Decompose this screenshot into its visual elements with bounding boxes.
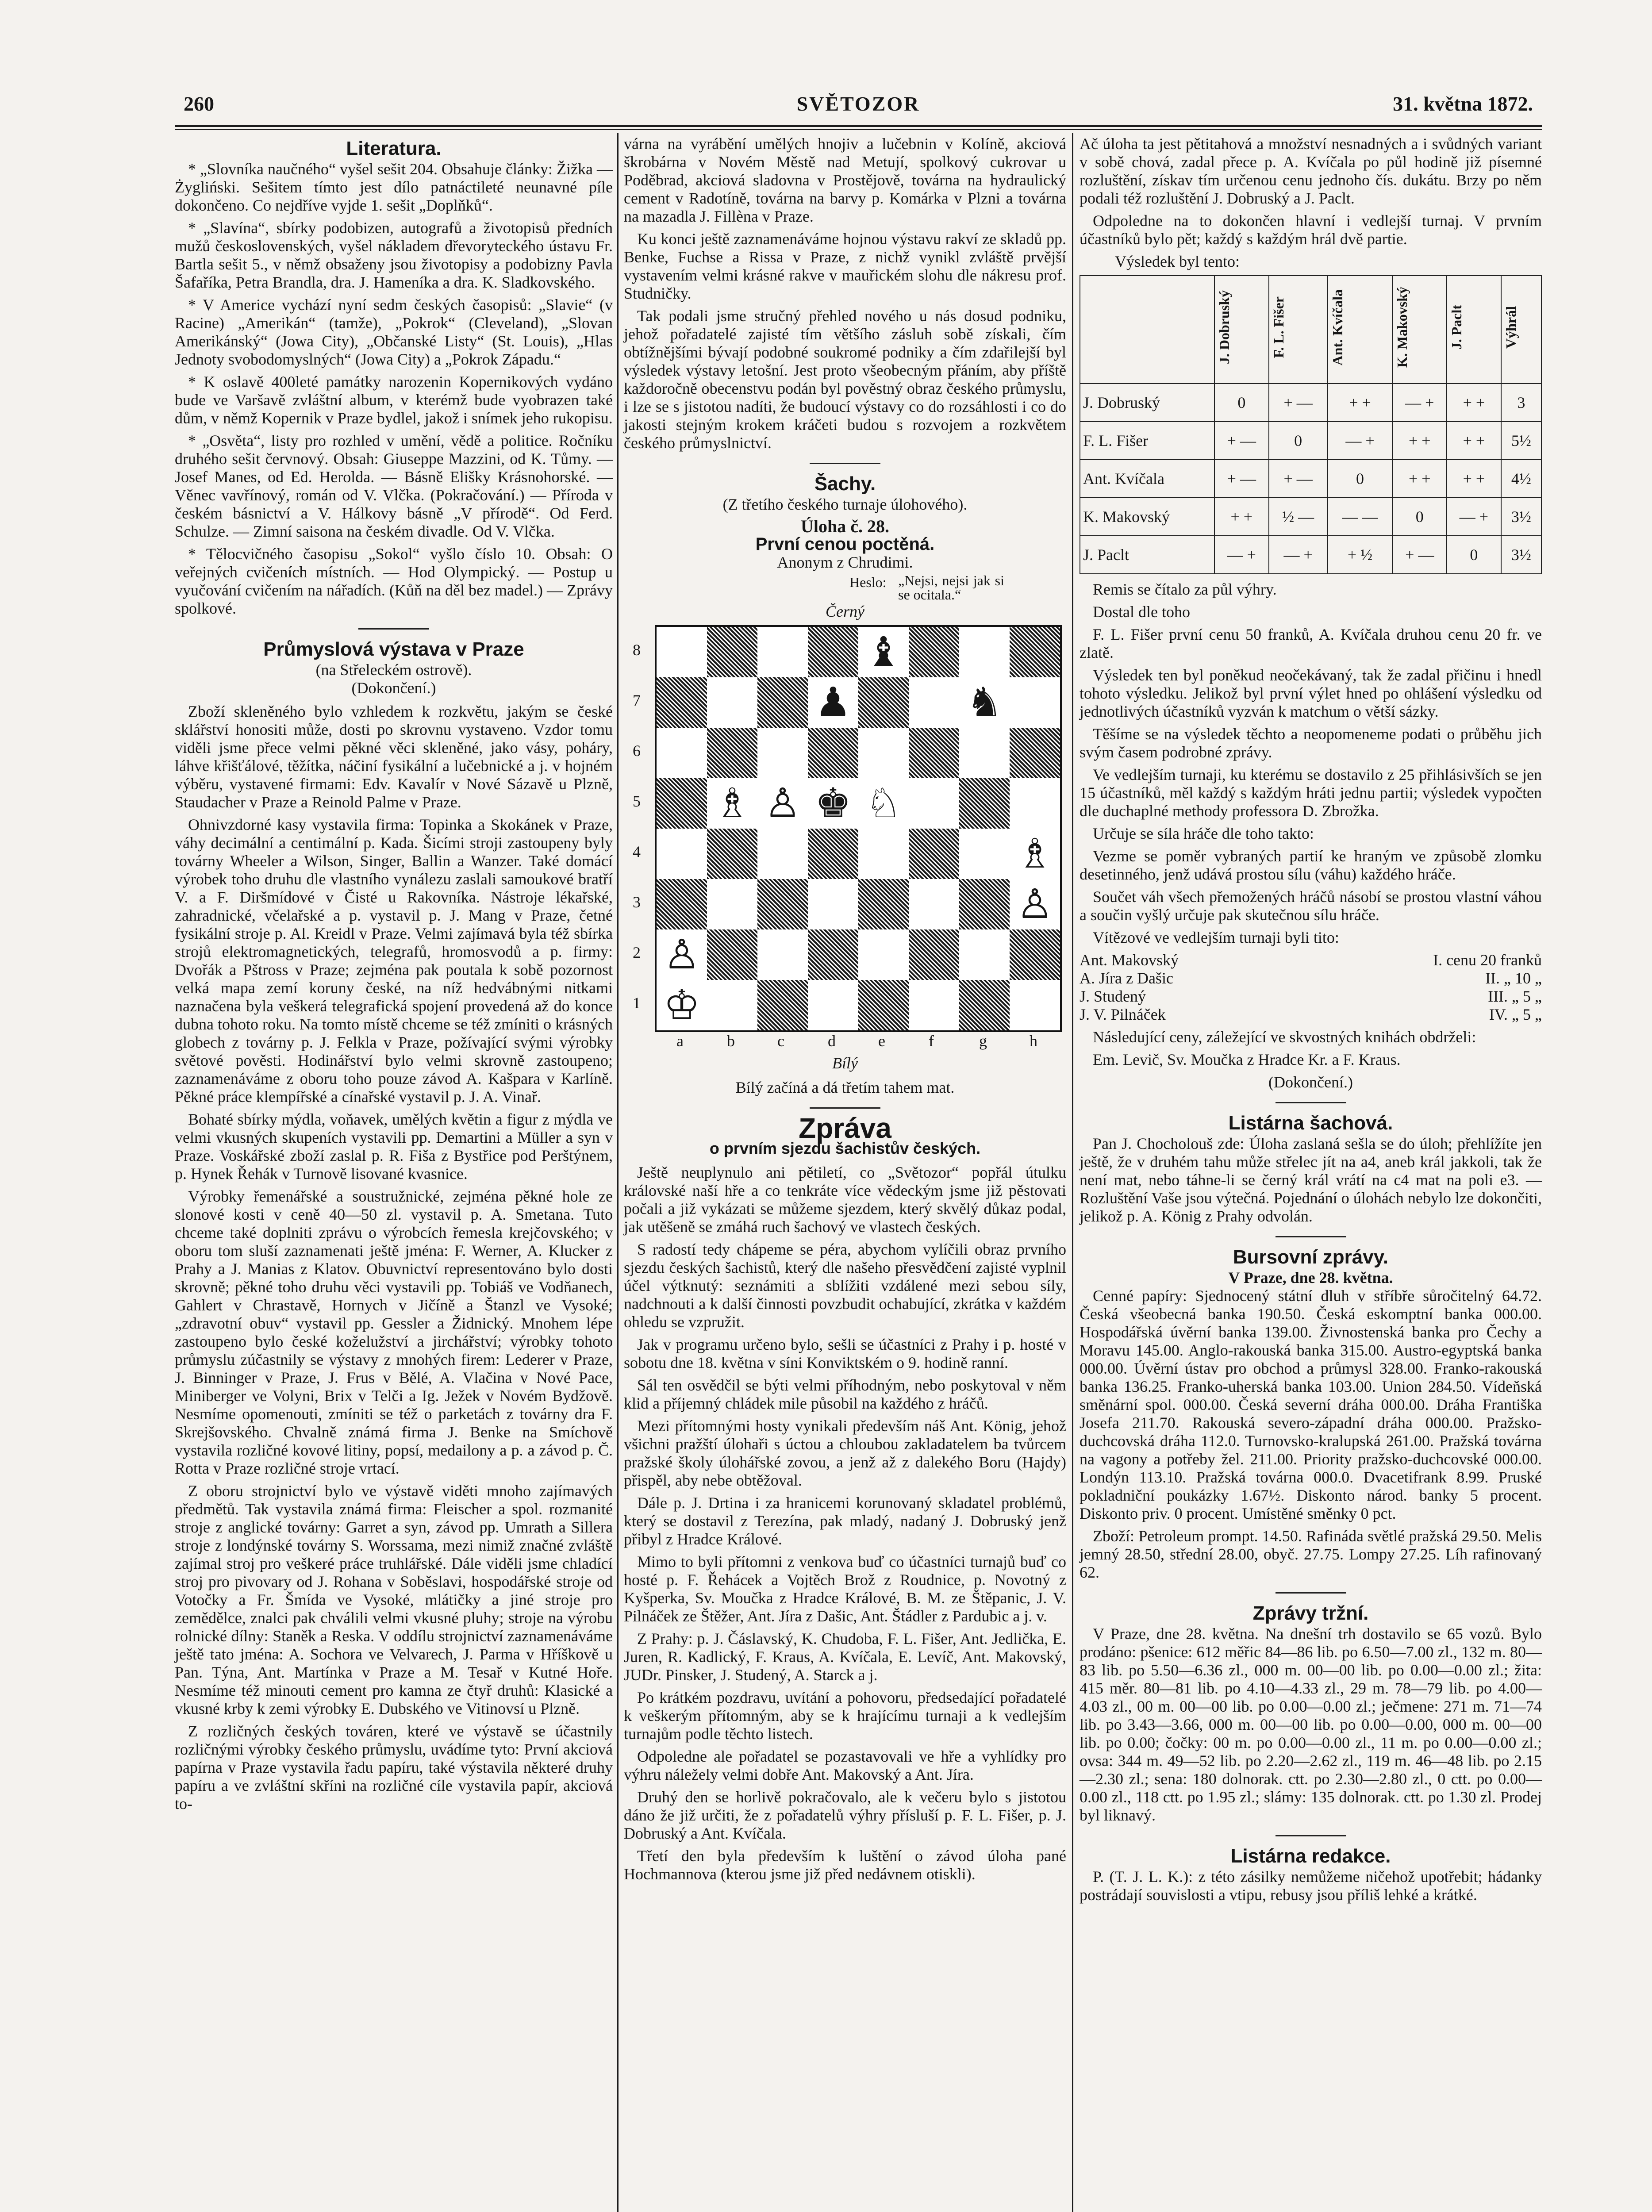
board-square: [959, 980, 1010, 1030]
table-cell: — +: [1447, 498, 1501, 536]
lit-paragraph: * „Slavína“, sbírky podobizen, autografů a životopisů předních mužů československých, vyšel nákladem dřevoryteckého ústavu Fr. Bartla sešit 5., v němž obsaženy jsou životopisy a podobizny Pavla Šafaříka, Petra Brandla, dra. J. Hameníka a dra. K. Sladkovského.: [175, 219, 613, 291]
board-square: [1010, 980, 1060, 1030]
rank-label: 1: [633, 994, 641, 1012]
continued-paragraph: várna na vyrábění umělých hnojiv a lučebnin v Kolíně, akciová škrobárna v Novém Městě nad Metují, spolkový cukrovar u Poděbrad, akciová sladovna v Prostějově, továrna na hydraulický cement v Radotíně, továrna na barvy p. Komárka v Plzni a továrna na mazadla J. Fillèna v Praze.: [624, 135, 1066, 225]
column-divider: [617, 133, 619, 2212]
rank-label: 6: [633, 742, 641, 760]
board-square: [757, 677, 808, 728]
column-divider: [1072, 133, 1073, 2212]
chess-mailbox-text: Pan J. Chocholouš zde: Úloha zaslaná sešla se do úloh; přehlížíte jen ještě, že v druhém tahu může střelec jít na a4, aneb král jakkoli, tak že není mat, nebo táhne-li se černý král vrátí na c4 mat na poli e3. — Rozluštění Vaše jsou výtečná. Pojednání o úlohách nebylo lze dokončiti, jelikož p. A. König z Prahy odvolán.: [1080, 1135, 1542, 1225]
board-square: [909, 879, 959, 929]
lit-paragraph: * Tělocvičného časopisu „Sokol“ vyšlo číslo 10. Obsah: O veřejných cvičeních místních. — Hod Olympický. — Postup u vyučování cvičením na nářadích. (Kůň na děl bez madel.) — Zprávy spolkové.: [175, 545, 613, 617]
board-square: [858, 929, 909, 980]
section-divider: [1275, 1102, 1346, 1103]
table-cell: 3: [1501, 384, 1541, 422]
board-square: [1010, 627, 1060, 677]
table-cell: 3½: [1501, 536, 1541, 574]
report-paragraph: Třetí den byla především k luštění o závod úloha pané Hochmannova (kterou jsme již před nedávnem otiskli).: [624, 1847, 1066, 1883]
report-paragraph: Sál ten osvědčil se býti velmi příhodným, nebo poskytoval v něm klid a příjemný chládek mile působil na každého z hráčů.: [624, 1376, 1066, 1412]
table-corner: [1080, 276, 1214, 384]
stock-date: V Praze, dne 28. května.: [1228, 1269, 1393, 1286]
chess-subtitle: (Z třetího českého turnaje úlohového).: [722, 495, 968, 513]
winner-row: J. V. Pilnáček IV. „ 5 „: [1080, 1006, 1542, 1023]
black-bishop-icon: ♝: [858, 627, 909, 677]
table-cell: + +: [1214, 498, 1269, 536]
player-name: K. Makovský: [1080, 498, 1214, 536]
section-title-chess-mailbox: Listárna šachová.: [1228, 1112, 1393, 1134]
chess-diagram: [633, 625, 1057, 1068]
white-pawn-icon: ♙: [1010, 879, 1060, 929]
results-paragraph: Těšíme se na výsledek těchto a neopomeneme podati o průběhu jich svým časem podrobné zprávy.: [1080, 725, 1542, 761]
rank-label: 5: [633, 792, 641, 810]
table-header-row: [1080, 276, 1541, 384]
board-square: [909, 677, 959, 728]
lit-paragraph: * „Osvěta“, listy pro rozhled v umění, vědě a politice. Ročníku druhého sešit červnový. Obsah: Giuseppe Mazzini, od K. Tůmy. — Josef Manes, od Ed. Herolda. — Básně Elišky Krásnohorské. — Věnec vavřínový, román od V. Vlčka. (Pokračování.) — Příroda v českém básnictví a V. Hálkovy básně „V přírodě“. Od Ferd. Schulze. — Zimní saisona na českém divadle. Od V. Vlčka.: [175, 432, 613, 540]
page-header: [175, 88, 1542, 123]
rank-label: 4: [633, 843, 641, 860]
player-name: F. L. Fišer: [1080, 422, 1214, 460]
table-header: J. Dobruský: [1214, 276, 1269, 384]
lit-paragraph: * „Slovníka naučného“ vyšel sešit 204. Obsahuje články: Žižka — Żygliński. Sešitem tímto jest dílo patnáctileté neunavné píle dokončeno. Co nejdříve vyjde 1. sešit „Doplňků“.: [175, 160, 613, 214]
table-cell: 0: [1214, 384, 1269, 422]
journal-title: SVĚTOZOR: [796, 92, 920, 115]
exhibition-paragraph: Ohnivzdorné kasy vystavila firma: Topinka a Skokánek v Praze, váhy decimální a centimální p. Kada. Šicími stroji zastoupeny byly továrny Wheeler a Wilson, Singer, Ballin a Wanzer. Také domácí výrobek toho druhu dle vlastního vynálezu zaslali samoukové bratří V. a F. Diršmídové v Čisté u Rakovníka. Nástroje lékařské, zahradnické, včelařské a p. vystavil p. J. Mang v Praze, četné fysikální stroje p. Al. Kreidl v Praze. Velmi zajímavá byla též sbírka strojů elektromagnetických, telegrafů, hromosvodů a p. firmy: Dvořák a Pštross v Praze; zejména pak poutala k sobě pozornost velká mapa zemí koruny české, na níž hedvábnými nitkami naznačena byla veškerá telegrafická spojení provedená až do konce dubna tohoto roku. Na tomto místě chceme se též zmíniti o krásných globech z továrny p. J. Felkla v Praze, požívající svými výrobky světové pověsti. Hodinářství bylo velmi skrovně zastoupeno; zaznamenáváme z oboru toho pouze závod A. Kašpara v Karlíně. Pěkné práce klempířské a cínařské vystavil p. J. A. Vinař.: [175, 816, 613, 1106]
section-divider: [1275, 1592, 1346, 1594]
table-cell: + +: [1328, 384, 1393, 422]
exhibition-continuation: (Dokončení.): [351, 679, 436, 697]
table-cell: — —: [1328, 498, 1393, 536]
report-paragraph: Dále p. J. Drtina i za hranicemi korunovaný skladatel problémů, který se dostavil z Terezína, pak mladý, nadaný J. Dobruský jenž přibyl z Hradce Králové.: [624, 1494, 1066, 1548]
section-title-literature: Literatura.: [346, 138, 442, 159]
rank-label: 8: [633, 641, 641, 659]
table-cell: — +: [1392, 384, 1447, 422]
table-cell: + ½: [1328, 536, 1393, 574]
exhibition-paragraph: Zboží skleněného bylo vzhledem k rozkvětu, jakým se české sklářství honositi může, dosti po skrovnu vystaveno. Vzdor tomu viděli jsme přece velmi pěkné věci skleněné, jako vásy, poháry, láhve křišťálové, těžítka, náčiní fysikální a lučebnické a j. v hojném výběru, vystavené firmami: Edv. Kavalír v Nové Sázavě u Plzně, Staudacher v Praze a Reinold Palme v Praze.: [175, 703, 613, 811]
black-king-icon: ♚: [808, 778, 858, 829]
file-label: h: [1030, 1032, 1037, 1050]
results-paragraph: Určuje se síla hráče dle toho takto:: [1093, 825, 1314, 842]
table-cell: + —: [1214, 460, 1269, 498]
board-square: [959, 879, 1010, 929]
board-square: [757, 879, 808, 929]
task-award: První cenou poctěná.: [755, 534, 935, 554]
column-left: [175, 135, 613, 1817]
board-square: [808, 627, 858, 677]
issue-date: 31. května 1872.: [1393, 92, 1533, 115]
file-label: b: [727, 1032, 735, 1050]
page-number: 260: [184, 92, 214, 115]
market-text: V Praze, dne 28. května. Na dnešní trh dostavilo se 65 vozů. Bylo prodáno: pšenice: 612 měřic 84—86 lib. po 6.50—7.00 zl., 132 m. 80—83 lib. po 5.50—6.36 zl., 000 m. 00—00 lib. po 0.00—0.00 zl.; žita: 415 měr. 80—81 lib. po 4.10—4.33 zl., 29 m. 78—79 lib. po 4.00—4.03 zl., 00 m. 00—00 lib. po 0.00—0.00 zl.; ječmene: 271 m. 71—74 lib. po 3.43—3.66, 000 m. 00—00 lib. po 0.00—0.00, 000 m. 00—00 lib. po 0.00; čočky: 00 m. po 0.00—0.00 zl., 11 m. po 0.00—0.00 zl.; ovsa: 344 m. 49—52 lib. po 2.20—2.62 zl., 119 m. 46—48 lib. po 2.15—2.30 zl.; sena: 180 dolnorak. ctt. po 2.30—2.80 zl., 0 ctt. po 0.00—0.00 zl., 118 ctt. po 1.95 zl.; slámy: 135 dolnorak. ctt. po 1.30 zl. Prodej byl liknavý.: [1080, 1625, 1542, 1824]
board-square: [657, 879, 707, 929]
report-paragraph: Po krátkém pozdravu, uvítání a pohovoru, předsedající pořadatelé k veškerým přítomným, aby se k hrajícímu turnaji a k vedlejším turnajům podle těchto listech.: [624, 1689, 1066, 1743]
board-square: [757, 980, 808, 1030]
tournament-table: [1080, 275, 1542, 574]
task-title: Úloha č. 28.: [801, 516, 889, 536]
table-cell: + +: [1392, 422, 1447, 460]
report-paragraph: Druhý den se horlivě pokračovalo, ale k večeru bylo s jistotou dáno že již určiti, že z pořadatelů výhry přísluší p. F. L. Fišer, p. J. Dobruský a Ant. Kvíčala.: [624, 1788, 1066, 1842]
board-square: [808, 980, 858, 1030]
report-paragraph: Ještě neuplynulo ani pětiletí, co „Světozor“ popřál útulku královské naší hře a co tenkráte více vědeckým jsme již pěstovati počali a již vykázati se můžeme sjezdem, který skvělý důkaz podal, jak utěšeně se zmáhá ruch šachový ve vlastech českých.: [624, 1164, 1066, 1236]
white-pawn-icon: ♙: [757, 778, 808, 829]
player-name: J. Dobruský: [1080, 384, 1214, 422]
board-square: [808, 879, 858, 929]
table-cell: + —: [1214, 422, 1269, 460]
white-bishop-icon: ♗: [707, 778, 757, 829]
white-side-label: Bílý: [832, 1054, 858, 1072]
report-paragraph: Mimo to byli přítomni z venkova buď co účastníci turnajů buď co hosté p. F. Řehácek a Vojtěch Brož z Roudnice, p. Novotný z Kyšperka, Sv. Moučka z Hradce Králové, B. M. ze Štěpanic, J. V. Pilnáček ze Štěžer, Ant. Jíra z Dašic, Ant. Štádler z Pardubic a j. v.: [624, 1553, 1066, 1625]
white-bishop-icon: ♗: [1010, 829, 1060, 879]
rank-label: 3: [633, 893, 641, 911]
table-cell: + —: [1269, 460, 1328, 498]
column-right: [1080, 135, 1542, 1909]
report-paragraph: S radostí tedy chápeme se péra, abychom vylíčili obraz prvního sjezdu českých šachistů, který dle našeho přesvědčení zajisté vyplnil účel výtknutý: seznámiti a sblížiti vzdálené mezi sebou síly, nadchnouti a k další činnosti povzbudit ochabující, zkrátka v každém ohledu se vzpružit.: [624, 1240, 1066, 1331]
column-middle: [624, 135, 1066, 1888]
results-paragraph: Ve vedlejším turnaji, ku kterému se dostavilo z 25 přihlásivších se jen 15 účastníků, měl každý s každým hráti jednu partii; výsledek vypočten dle duchaplné methody professora D. Zbrožka.: [1080, 766, 1542, 820]
exhibition-paragraph: Výrobky řemenářské a soustružnické, zejména pěkné hole ze slonové kosti v ceně 40—50 zl. vystavil p. A. Smetana. Tuto chceme také doplniti zprávu o výrobcích řemesla krejčovského; v oboru tom sluší zaznamenati ještě jména: F. Werner, A. Klucker z Prahy a J. Manias z Klatov. Obuvnictví representováno bylo dosti skrovně; pěkné toho druhu věci vystavili pp. Tobiáš ve Vodňanech, Gahlert v Chrastavě, Hornych v Jičíně a Štanzl ve Vysoké; „zdravotní obuv“ vystavil pp. Gessler a Židnický. Mnohem lépe zastoupeno bylo české koželužství a jirchářství; výrobky tohoto průmyslu zúčastnily se výstavy z mnohých firem: Lederer v Praze, J. Binninger v Praze, J. Frus v Bělé, A. Vlačina v Nové Pace, Miniberger ve Volyni, Brix v Telči a Ig. Ježek v Novém Bydžově. Nesmíme opomenouti, zmíniti se též o parketách z továrny dra F. Skrejšovského. Chvalně známá firma J. Benke na Smíchově vystavila rozličné kovové litiny, popsí, medailony a p. a závod p. Č. Rotta v Praze rozličné stroje vrtací.: [175, 1187, 613, 1477]
board-square: [909, 829, 959, 879]
board-square: [657, 778, 707, 829]
table-row: [1080, 422, 1541, 460]
section-divider: [358, 628, 429, 630]
continuation-note: (Dokončení.): [1268, 1073, 1353, 1091]
results-paragraph: Remis se čítalo za půl výhry.: [1093, 580, 1277, 598]
winner-row: J. Studený III. „ 5 „: [1080, 987, 1542, 1005]
board-square: [909, 980, 959, 1030]
report-paragraph: Z Prahy: p. J. Čáslavský, K. Chudoba, F. L. Fišer, Ant. Jedlička, E. Juren, R. Kadlický, F. Kraus, A. Kvíčala, E. Levíč, Ant. Makovský, JUDr. Pinsker, J. Studený, A. Starck a j.: [624, 1630, 1066, 1684]
exhibition-paragraph: Z rozličných českých továren, které ve výstavě se účastnily rozličnými výrobky českého průmyslu, uvádíme tyto: První akciová papírna v Praze vystavila řadu papíru, také výstavila některé druhy papíru a ve zvláštní skříni na rozličné cíle vystavila papír, akciová to-: [175, 1722, 613, 1813]
book-winners: Em. Levič, Sv. Moučka z Hradce Kr. a F. Kraus.: [1093, 1051, 1401, 1068]
board-square: [959, 728, 1010, 778]
exhibition-paragraph: Bohaté sbírky mýdla, voňavek, umělých květin a figur z mýdla ve velmi vkusných skupeních vystavili pp. Demartini a Müller a syn v Praze. Voskářské zboží zaslal p. R. Fiša z Bystřice pod Perštýnem, p. Hynek Řehák v Turnově lisované kvasnice.: [175, 1110, 613, 1183]
header-rule-thin: [175, 129, 1542, 130]
board-square: [858, 879, 909, 929]
report-paragraph: Mezi přítomnými hosty vynikali především náš Ant. König, jehož všichni pražští úlohaři s úctou a chloubou zakladatelem ba tvůrcem pražské školy úlohářské zovou, a jenž až z dalekého Boru (Hajdy) přispěl, aby nebe obtěžoval.: [624, 1417, 1066, 1489]
board-square: [707, 677, 757, 728]
rank-label: 2: [633, 944, 641, 961]
board-square: [657, 728, 707, 778]
results-paragraph: Výsledek ten byl poněkud neočekávaný, tak že zadal přičinu i hnedl tohoto výsledku. Jelikož byl první výlet hned po ohlášení výsledku od jednotlivých účastníků vyzván k matchum o větší sázky.: [1080, 666, 1542, 720]
results-intro: Ač úloha ta jest pětitahová a množství nesnadných a i svůdných variant v sobě chová, zadal přece p. A. Kvíčala po půl hodině již písemné rozluštění, získav tím určenou cenu jednoho čís. dukátu. Brzy po něm podali též rozluštění J. Dobruský a J. Paclt.: [1080, 135, 1542, 207]
player-name: J. Paclt: [1080, 536, 1214, 574]
black-knight-icon: ♞: [959, 677, 1010, 728]
winner-row: A. Jíra z Dašic II. „ 10 „: [1080, 969, 1542, 987]
table-cell: + +: [1392, 460, 1447, 498]
file-label: c: [777, 1032, 784, 1050]
table-row: [1080, 460, 1541, 498]
table-cell: 5½: [1501, 422, 1541, 460]
board-square: [1010, 778, 1060, 829]
exhibition-paragraph: Ku konci ještě zaznamenáváme hojnou výstavu rakví ze skladů pp. Benke, Fuchse a Rissa v Praze, z nichž vynikl zvláště prvější vystavením velmi krásné rakve v mauřickém slohu dle nákresu prof. Studničky.: [624, 230, 1066, 302]
table-row: [1080, 498, 1541, 536]
board-square: [1010, 728, 1060, 778]
winner-row: Ant. Makovský I. cenu 20 franků: [1080, 951, 1542, 969]
table-header: F. L. Fišer: [1269, 276, 1328, 384]
section-title-stock: Bursovní zprávy.: [1233, 1246, 1389, 1268]
motto-label: Heslo:: [849, 574, 887, 590]
table-cell: + —: [1392, 536, 1447, 574]
table-cell: + +: [1447, 384, 1501, 422]
table-cell: — +: [1214, 536, 1269, 574]
board-square: [858, 980, 909, 1030]
board-square: [757, 829, 808, 879]
table-cell: 0: [1328, 460, 1393, 498]
board-square: [757, 627, 808, 677]
results-paragraph: Následující ceny, záležející ve skvostných knihách obdrželi:: [1093, 1028, 1476, 1046]
board-square: [657, 829, 707, 879]
board-square: [909, 929, 959, 980]
section-title-chess: Šachy.: [814, 473, 876, 495]
table-header: J. Paclt: [1447, 276, 1501, 384]
board-square: [707, 829, 757, 879]
result-label: Výsledek byl tento:: [1115, 253, 1240, 270]
table-cell: ½ —: [1269, 498, 1328, 536]
board-square: [959, 627, 1010, 677]
board-square: [858, 677, 909, 728]
section-divider: [810, 463, 880, 464]
board-square: [1010, 929, 1060, 980]
board-square: [808, 829, 858, 879]
task-caption: Bílý začíná a dá třetím tahem mat.: [735, 1079, 955, 1096]
table-header: K. Makovský: [1392, 276, 1447, 384]
results-paragraph: Součet váh všech přemožených hráčů násobí se prostou vlastní váhou a součin vyšlý určuje pak skutečnou sílu hráče.: [1080, 888, 1542, 924]
header-rule: [175, 125, 1542, 127]
exhibition-subtitle: (na Střeleckém ostrově).: [315, 661, 472, 679]
motto-block: [624, 572, 1066, 603]
board-square: [707, 728, 757, 778]
results-paragraph: Dostal dle toho: [1093, 603, 1190, 621]
player-name: Ant. Kvíčala: [1080, 460, 1214, 498]
board-square: [858, 829, 909, 879]
rank-labels: [633, 625, 650, 1032]
section-title-market: Zprávy tržní.: [1252, 1602, 1369, 1624]
white-pawn-icon: ♙: [657, 929, 707, 980]
file-label: a: [676, 1032, 684, 1050]
section-divider: [1275, 1835, 1346, 1836]
board-square: [757, 728, 808, 778]
white-king-icon: ♔: [657, 980, 707, 1030]
file-label: d: [828, 1032, 836, 1050]
board-square: [808, 929, 858, 980]
file-labels: [657, 1032, 1060, 1050]
board-square: [959, 829, 1010, 879]
table-row: [1080, 536, 1541, 574]
board-square: [959, 929, 1010, 980]
table-cell: 4½: [1501, 460, 1541, 498]
board-square: [1010, 677, 1060, 728]
table-header: Výhrál: [1501, 276, 1541, 384]
chess-board: [655, 625, 1062, 1032]
table-cell: 0: [1269, 422, 1328, 460]
board-square: [707, 980, 757, 1030]
rank-label: 7: [633, 691, 641, 709]
exhibition-paragraph: Z oboru strojnictví bylo ve výstavě viděti mnoho zajímavých předmětů. Tak vystavila známá firma: Fleischer a spol. rozmanité stroje z anglické továrny: Garret a syn, závod pp. Umrath a Sillera stroje z londýnské továrny S. Worssama, mezi nimiž značné zvláště zajímal stroj pro veškeré práce truhlářské. Dále viděli jsme chladící stroj pro pivovary od J. Rohana v Soběslavi, hospodářské stroje od Votočky a Fr. Šmída ve Vysoké, mlátičky a jiné stroje pro zemědělce, znalci pak chválili velmi vkusné pluhy; stroje na výrobu rolnické dílny: Staněk a Reska. V oddílu strojnictví zaznamenáváme ještě tato jména: A. Sochora ve Velvarech, J. Parma v Hříškově u Pan. Týna, Ant. Martínka v Praze a M. Tesař v Kutné Hoře. Nesmíme též minouti cement pro kamna ze čtyř druhů: Klasické a vkusné krby k zemi výrobky E. Dubského ve Vitinovsí u Plzně.: [175, 1482, 613, 1717]
results-intro: Odpoledne na to dokončen hlavní i vedlejší turnaj. V prvním účastníků bylo pět; každý s každým hrál dvě partie.: [1080, 212, 1542, 248]
section-divider: [1275, 1236, 1346, 1237]
winners-list: [1080, 951, 1542, 1024]
board-square: [657, 677, 707, 728]
file-label: g: [979, 1032, 987, 1050]
table-cell: + +: [1447, 460, 1501, 498]
table-cell: — +: [1269, 536, 1328, 574]
board-square: [757, 929, 808, 980]
editor-mailbox-text: P. (T. J. L. K.): z této zásilky nemůžeme ničehož upotřebit; hádanky postrádají souvislosti a vtipu, rebusy jsou příliš lehké a krátké.: [1080, 1868, 1542, 1904]
table-cell: + —: [1269, 384, 1328, 422]
table-row: [1080, 384, 1541, 422]
section-title-exhibition: Průmyslová výstava v Praze: [263, 638, 524, 660]
motto-text: „Nejsi, nejsi jak si se ocitala.“: [898, 572, 1004, 603]
section-divider: [810, 1107, 880, 1109]
stock-text: Cenné papíry: Sjednocený státní dluh v stříbře sůročitelný 64.72. Česká všeobecná banka 190.50. Česká eskomptní banka 000.00. Hospodářská úvěrní banka 139.00. Živnostenská banka pro Čechy a Moravu 145.00. Anglo-rakouská banka 315.00. Austro-egyptská banka 000.00. Úvěrní ústav pro obchod a průmysl 328.00. Franko-rakouská banka 136.25. Franko-uherská banka 103.00. Union 284.50. Vídeňská směnární spol. 000.00. Česká severní dráha 000.00. Dráha Františka Josefa 211.70. Rakouská severo-západní dráha 000.00. Pražsko-duchcovská dráha 112.0. Turnovsko-kralupská 261.00. Pražská továrna na vagony a potřeby žel. 211.00. Priority pražsko-duchcovské 000.00. Londýn 113.10. Pražská továrna 000.0. Dvacetifrank 8.99. Pruské pokladniční poukázky 1.67½. Diskonto národ. banky 5 procent. Diskonto priv. 0 procent. Umístěné směnky 0 pct.: [1080, 1287, 1542, 1522]
lit-paragraph: * V Americe vychází nyní sedm českých časopisů: „Slavie“ (v Racine) „Amerikán“ (tamže), „Pokrok“ (Cleveland), „Slovan Amerikánský“ (Jowa City), „Občanské Listy“ (St. Louis), „Hlas Jednoty svobodomyslných“ (Jowa City) a „Pokrok Západu.“: [175, 296, 613, 368]
black-pawn-icon: ♟: [808, 677, 858, 728]
board-square: [959, 778, 1010, 829]
board-square: [657, 627, 707, 677]
file-label: f: [929, 1032, 934, 1050]
black-side-label: Černý: [826, 603, 864, 620]
board-square: [808, 728, 858, 778]
table-cell: 0: [1392, 498, 1447, 536]
results-paragraph: Vítězové ve vedlejším turnaji byli tito:: [1093, 929, 1339, 946]
report-paragraph: Odpoledne ale pořadatel se pozastavovali ve hře a vyhlídky pro výhru náležely velmi dobře Ant. Makovský a Ant. Jíra.: [624, 1747, 1066, 1783]
board-square: [707, 929, 757, 980]
lit-paragraph: * K oslavě 400leté památky narozenin Kopernikových vydáno bude ve Varšavě zvláštní album, v kterémž bude vyobrazen také dům, v němž Kopernik v Praze bydlel, jakož i snímek jeho rukopisu.: [175, 373, 613, 427]
table-cell: 3½: [1501, 498, 1541, 536]
board-square: [707, 879, 757, 929]
stock-text: Zboží: Petroleum prompt. 14.50. Rafináda světlé pražská 29.50. Melis jemný 28.50, střední 28.00, obyč. 27.75. Lompy 27.25. Líh rafinovaný 62.: [1080, 1527, 1542, 1581]
board-square: [858, 728, 909, 778]
report-paragraph: Jak v programu určeno bylo, sešli se účastníci z Prahy i p. hosté v sobotu dne 18. května v síni Konviktském o 9. hodině ranní.: [624, 1336, 1066, 1371]
results-paragraph: Vezme se poměr vybraných partií ke hraným ve způsobě zlomku desetinného, jenž udává prostou sílu (váhu) každého hráče.: [1080, 847, 1542, 883]
file-label: e: [878, 1032, 885, 1050]
white-knight-icon: ♘: [858, 778, 909, 829]
exhibition-paragraph: Tak podali jsme stručný přehled nového u nás dosud podniku, jehož pořadatelé zajisté tím většího zásluh sobě získali, čím obtížnějšími bývají podobné soukromé podniky a čím zdařilejší byl výsledek výstavy letošní. Jest proto všeobecným přáním, aby příště každoročně obecenstvu podán byl pověstný obraz českého průmyslu, i lze se s jistotou nadíti, že budoucí výstavy co do rozsáhlosti i co do jakosti stejným krokem kráčeti budou s rozvojem a rozkvětem českého průmyslnictví.: [624, 307, 1066, 452]
board-square: [909, 728, 959, 778]
board-square: [909, 778, 959, 829]
table-cell: 0: [1447, 536, 1501, 574]
results-paragraph: F. L. Fišer první cenu 50 franků, A. Kvíčala druhou cenu 20 fr. ve zlatě.: [1080, 626, 1542, 661]
table-header: Ant. Kvíčala: [1328, 276, 1393, 384]
section-title-editor-mailbox: Listárna redakce.: [1230, 1845, 1391, 1867]
table-cell: — +: [1328, 422, 1393, 460]
section-title-report: Zpráva: [799, 1112, 891, 1144]
task-author: Anonym z Chrudimi.: [777, 553, 913, 571]
table-cell: + +: [1447, 422, 1501, 460]
board-square: [707, 627, 757, 677]
report-subtitle: o prvním sjezdu šachistův českých.: [709, 1139, 981, 1157]
board-square: [909, 627, 959, 677]
